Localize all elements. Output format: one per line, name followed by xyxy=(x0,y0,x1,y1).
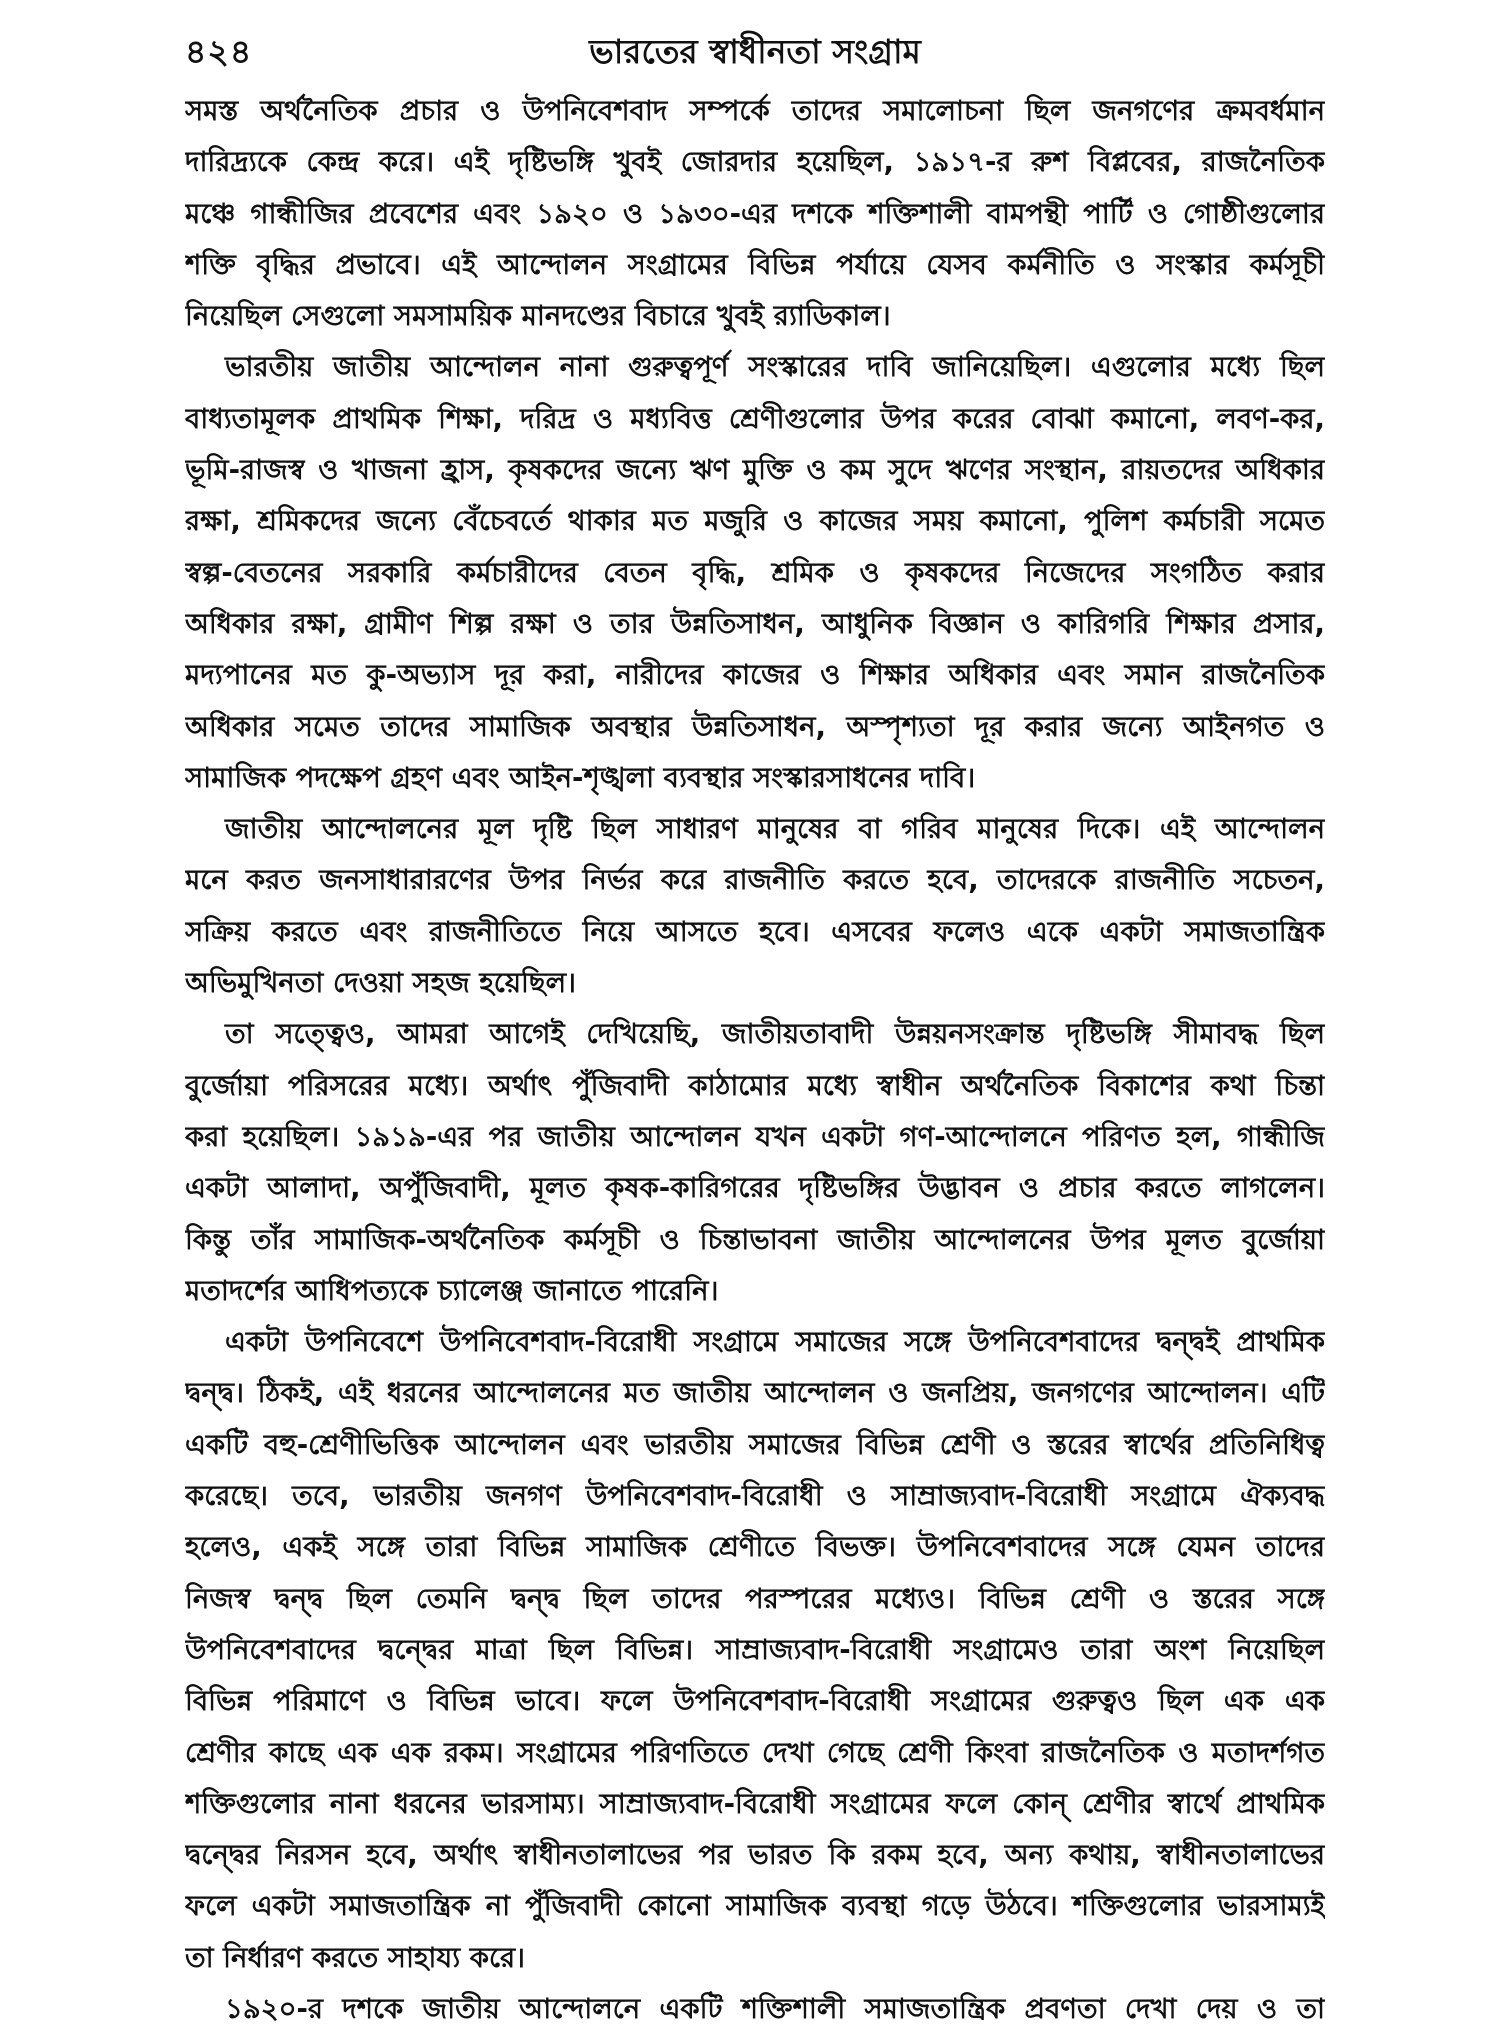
text-line: একটা আলাদা, অপুঁজিবাদী, মূলত কৃষক-কারিগরের দৃষ্টিভঙ্গির উদ্ভাবন ও প্রচার করতে লাগলেন। xyxy=(185,1172,1325,1205)
text-line: করা হয়েছিল। ১৯১৯-এর পর জাতীয় আন্দোলন যখন একটা গণ-আন্দোলনে পরিণত হল, গান্ধীজি xyxy=(185,1120,1325,1153)
text-line: কিন্তু তাঁর সামাজিক-অর্থনৈতিক কর্মসূচী ও চিন্তাভাবনা জাতীয় আন্দোলনের উপর মূলত বুর্জোয়া xyxy=(185,1223,1325,1256)
paragraph xyxy=(185,1317,1325,1984)
text-line: শ্রেণীর কাছে এক এক রকম। সংগ্রামের পরিণতিতে দেখা গেছে শ্রেণী কিংবা রাজনৈতিক ও মতাদর্শগত xyxy=(185,1736,1325,1769)
text-line: রক্ষা, শ্রমিকদের জন্যে বেঁচেবর্তে থাকার মত মজুরি ও কাজের সময় কমানো, পুলিশ কর্মচারী সমেত xyxy=(185,505,1325,538)
text-line: ১৯২০-র দশকে জাতীয় আন্দোলনে একটি শক্তিশালী সমাজতান্ত্রিক প্রবণতা দেখা দেয় ও তা xyxy=(225,1992,1325,2025)
text-line: তা সত্ত্বেও, আমরা আগেই দেখিয়েছি, জাতীয়তাবাদী উন্নয়নসংক্রান্ত দৃষ্টিভঙ্গি সীমাবদ্ধ ছিল xyxy=(225,1018,1325,1051)
text-line: একটা উপনিবেশে উপনিবেশবাদ-বিরোধী সংগ্রামে সমাজের সঙ্গে উপনিবেশবাদের দ্বন্দ্বই প্রাথমিক xyxy=(225,1326,1325,1359)
text-line: তা নির্ধারণ করতে সাহায্য করে। xyxy=(185,1941,526,1974)
text-line: সমস্ত অর্থনৈতিক প্রচার ও উপনিবেশবাদ সম্পর্কে তাদের সমালোচনা ছিল জনগণের ক্রমবর্ধমান xyxy=(185,95,1325,127)
page-number: ৪২৪ xyxy=(185,32,253,71)
text-line: শক্তিগুলোর নানা ধরনের ভারসাম্য। সাম্রাজ্যবাদ-বিরোধী সংগ্রামের ফলে কোন্ শ্রেণীর স্বার্থে প্রাথমিক xyxy=(185,1787,1325,1820)
text-line: সক্রিয় করতে এবং রাজনীতিতে নিয়ে আসতে হবে। এসবের ফলেও একে একটা সমাজতান্ত্রিক xyxy=(185,915,1325,948)
text-line: অভিমুখিনতা দেওয়া সহজ হয়েছিল। xyxy=(185,967,576,1000)
text-line: দ্বন্দ্ব। ঠিকই, এই ধরনের আন্দোলনের মত জাতীয় আন্দোলন ও জনপ্রিয়, জনগণের আন্দোলন। এটি xyxy=(185,1377,1325,1410)
paragraph xyxy=(185,1984,1325,2035)
text-line: একটি বহু-শ্রেণীভিত্তিক আন্দোলন এবং ভারতীয় সমাজের বিভিন্ন শ্রেণী ও স্তরের স্বার্থের প্রতিনিধিত্ব xyxy=(185,1428,1325,1461)
text-line: মতাদর্শের আধিপত্যকে চ্যালেঞ্জ জানাতে পারেনি। xyxy=(185,1274,719,1307)
running-title: ভারতের স্বাধীনতা সংগ্রাম xyxy=(589,32,921,71)
text-line: স্বল্প-বেতনের সরকারি কর্মচারীদের বেতন বৃদ্ধি, শ্রমিক ও কৃষকদের নিজেদের সংগঠিত করার xyxy=(185,556,1325,589)
text-line: বুর্জোয়া পরিসরের মধ্যে। অর্থাৎ পুঁজিবাদী কাঠামোর মধ্যে স্বাধীন অর্থনৈতিক বিকাশের কথা চিন্তা xyxy=(185,1069,1325,1102)
text-line: দ্বন্দ্বের নিরসন হবে, অর্থাৎ স্বাধীনতালাভের পর ভারত কি রকম হবে, অন্য কথায়, স্বাধীনতালাভের xyxy=(185,1839,1325,1872)
text-line: বিভিন্ন পরিমাণে ও বিভিন্ন ভাবে। ফলে উপনিবেশবাদ-বিরোধী সংগ্রামের গুরুত্বও ছিল এক এক xyxy=(185,1685,1325,1718)
paragraph xyxy=(185,86,1325,342)
text-line: অধিকার সমেত তাদের সামাজিক অবস্থার উন্নতিসাধন, অস্পৃশ্যতা দূর করার জন্যে আইনগত ও xyxy=(185,710,1325,743)
text-line: মদ্যপানের মত কু-অভ্যাস দূর করা, নারীদের কাজের ও শিক্ষার অধিকার এবং সমান রাজনৈতিক xyxy=(185,659,1325,692)
text-line: হলেও, একই সঙ্গে তারা বিভিন্ন সামাজিক শ্রেণীতে বিভক্ত। উপনিবেশবাদের সঙ্গে যেমন তাদের xyxy=(185,1531,1325,1564)
text-line: উপনিবেশবাদের দ্বন্দ্বের মাত্রা ছিল বিভিন্ন। সাম্রাজ্যবাদ-বিরোধী সংগ্রামেও তারা অংশ নিয়েছিল xyxy=(185,1633,1325,1666)
text-line: দারিদ্র্যকে কেন্দ্র করে। এই দৃষ্টিভঙ্গি খুবই জোরদার হয়েছিল, ১৯১৭-র রুশ বিপ্লবের, রাজনৈতিক xyxy=(185,146,1325,179)
text-line: সামাজিক পদক্ষেপ গ্রহণ এবং আইন-শৃঙ্খলা ব্যবস্থার সংস্কারসাধনের দাবি। xyxy=(185,761,976,794)
text-line: বাধ্যতামূলক প্রাথমিক শিক্ষা, দরিদ্র ও মধ্যবিত্ত শ্রেণীগুলোর উপর করের বোঝা কমানো, লবণ-কর, xyxy=(185,402,1325,435)
text-line: মনে করত জনসাধারারণের উপর নির্ভর করে রাজনীতি করতে হবে, তাদেরকে রাজনীতি সচেতন, xyxy=(185,864,1325,897)
paragraph xyxy=(185,342,1325,804)
text-line: করেছে। তবে, ভারতীয় জনগণ উপনিবেশবাদ-বিরোধী ও সাম্রাজ্যবাদ-বিরোধী সংগ্রামে ঐক্যবদ্ধ xyxy=(185,1480,1325,1513)
text-line: নিজস্ব দ্বন্দ্ব ছিল তেমনি দ্বন্দ্ব ছিল তাদের পরস্পরের মধ্যেও। বিভিন্ন শ্রেণী ও স্তরের সঙ্গে xyxy=(185,1582,1325,1615)
text-line: ফলে একটা সমাজতান্ত্রিক না পুঁজিবাদী কোনো সামাজিক ব্যবস্থা গড়ে উঠবে। শক্তিগুলোর ভারসাম্যই xyxy=(185,1890,1325,1923)
paragraph xyxy=(185,804,1325,1009)
paragraph xyxy=(185,1009,1325,1317)
text-line: ভারতীয় জাতীয় আন্দোলন নানা গুরুত্বপূর্ণ সংস্কারের দাবি জানিয়েছিল। এগুলোর মধ্যে ছিল xyxy=(225,351,1325,384)
text-line: ভূমি-রাজস্ব ও খাজনা হ্রাস, কৃষকদের জন্যে ঋণ মুক্তি ও কম সুদে ঋণের সংস্থান, রায়তদের অধিকার xyxy=(185,454,1325,487)
text-line: মঞ্চে গান্ধীজির প্রবেশের এবং ১৯২০ ও ১৯৩০-এর দশকে শক্তিশালী বামপন্থী পার্টি ও গোষ্ঠীগুলোর xyxy=(185,197,1325,230)
text-line: নিয়েছিল সেগুলো সমসাময়িক মানদণ্ডের বিচারে খুবই র‍্যাডিকাল। xyxy=(185,300,891,333)
page-header xyxy=(185,18,1325,78)
text-line: শক্তি বৃদ্ধির প্রভাবে। এই আন্দোলন সংগ্রামের বিভিন্ন পর্যায়ে যেসব কর্মনীতি ও সংস্কার কর্মসূচী xyxy=(185,248,1325,281)
body-text xyxy=(185,86,1325,2035)
text-line: জাতীয় আন্দোলনের মূল দৃষ্টি ছিল সাধারণ মানুষের বা গরিব মানুষের দিকে। এই আন্দোলন xyxy=(225,813,1325,846)
text-line: অধিকার রক্ষা, গ্রামীণ শিল্প রক্ষা ও তার উন্নতিসাধন, আধুনিক বিজ্ঞান ও কারিগরি শিক্ষার প্রসার, xyxy=(185,607,1325,640)
